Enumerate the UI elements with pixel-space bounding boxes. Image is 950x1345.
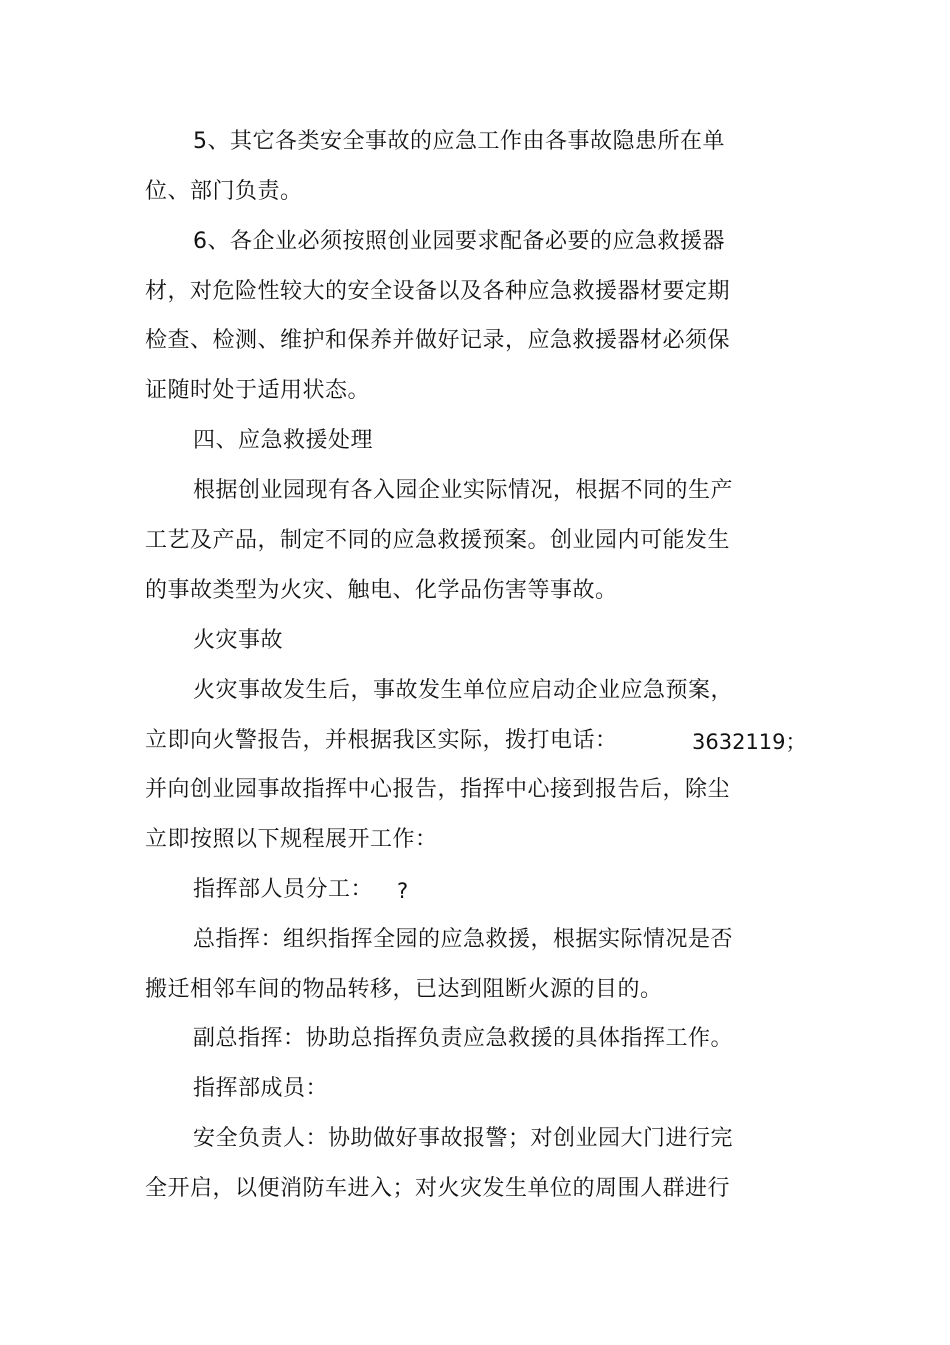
paragraph-line: 搬迁相邻车间的物品转移，已达到阻断火源的目的。: [145, 977, 663, 1002]
paragraph-line: 总指挥：组织指挥全园的应急救援，根据实际情况是否: [193, 927, 734, 952]
paragraph-line: 5、其它各类安全事故的应急工作由各事故隐患所在单: [193, 129, 725, 154]
paragraph-line: 材，对危险性较大的安全设备以及各种应急救援器材要定期: [145, 279, 731, 304]
paragraph-line: 并向创业园事故指挥中心报告，指挥中心接到报告后，除尘: [145, 777, 731, 802]
paragraph-line: 副总指挥：协助总指挥负责应急救援的具体指挥工作。: [193, 1026, 734, 1051]
paragraph-line: 的事故类型为火灾、触电、化学品伤害等事故。: [145, 578, 618, 603]
paragraph-line: 立即按照以下规程展开工作：: [145, 827, 438, 852]
section-heading: 四、应急救援处理: [193, 428, 374, 453]
paragraph-line: 安全负责人：协助做好事故报警；对创业园大门进行完: [193, 1126, 734, 1151]
paragraph-line: 根据创业园现有各入园企业实际情况，根据不同的生产: [193, 478, 734, 503]
paragraph-line: 指挥部成员：: [193, 1076, 329, 1101]
paragraph-line: 位、部门负责。: [145, 179, 303, 204]
paragraph-line: 证随时处于适用状态。: [145, 378, 371, 403]
subsection-heading: 火灾事故: [193, 628, 284, 653]
paragraph-line: 指挥部人员分工：: [193, 877, 374, 902]
paragraph-line: 工艺及产品，制定不同的应急救援预案。创业园内可能发生: [145, 528, 731, 553]
paragraph-line: 6、各企业必须按照创业园要求配备必要的应急救援器: [193, 229, 725, 254]
question-mark: ?: [397, 879, 409, 903]
paragraph-line: 检查、检测、维护和保养并做好记录，应急救援器材必须保: [145, 328, 731, 353]
phone-number: 3632119；: [692, 730, 807, 754]
paragraph-line: 火灾事故发生后，事故发生单位应启动企业应急预案，: [193, 678, 734, 703]
paragraph-line: 立即向火警报告，并根据我区实际，拨打电话：: [145, 728, 618, 753]
paragraph-line: 全开启，以便消防车进入；对火灾发生单位的周围人群进行: [145, 1176, 731, 1201]
